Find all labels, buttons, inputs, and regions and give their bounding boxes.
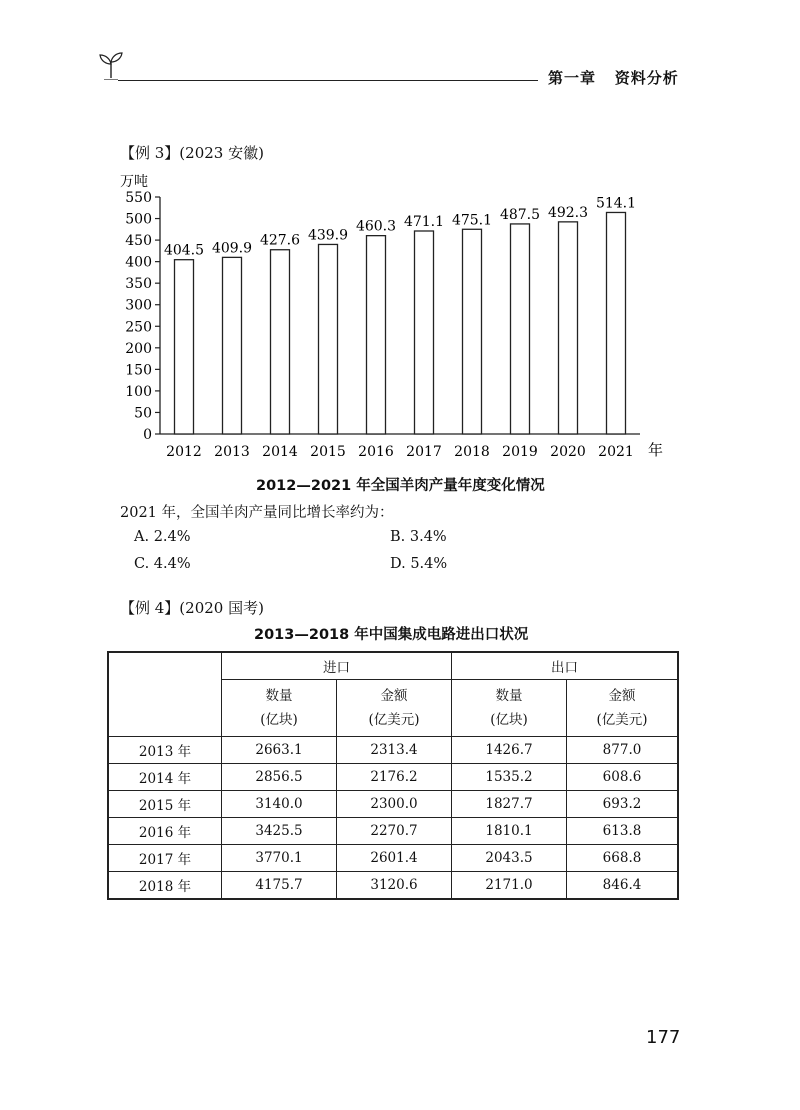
export-amt-unit: (亿美元) [596,712,648,728]
year-cell: 2015 年 [108,791,222,818]
export-amt-header [567,680,679,737]
x-tick-label: 2017 [406,444,442,460]
bar-value-label: 475.1 [451,212,493,229]
y-tick-label: 150 [125,362,152,379]
x-tick-label: 2014 [262,444,298,460]
x-tick-label: 2013 [214,444,250,460]
export-qty-unit: (亿块) [490,712,528,728]
option-b[interactable]: B. 3.4% [390,529,447,545]
bar [223,257,242,434]
x-tick-label: 2018 [454,444,490,460]
corner-cell [108,652,222,737]
example-4-label: 【例 4】(2020 国考) [120,599,264,617]
table-row [108,845,678,872]
bar [607,212,626,434]
export-qty-cell: 1426.7 [452,737,567,764]
import-amt-unit: (亿美元) [368,712,420,728]
import-amt-header [337,680,452,737]
import-group-header: 进口 [222,652,452,680]
import-amt-cell: 2176.2 [337,764,452,791]
import-qty-label: 数量 [265,688,293,704]
export-qty-cell: 1810.1 [452,818,567,845]
bar-chart [0,0,800,470]
ic-trade-table [107,651,679,900]
export-group-header: 出口 [452,652,679,680]
year-cell: 2013 年 [108,737,222,764]
x-axis-title: 年 [648,441,664,459]
bar [271,250,290,434]
import-amt-cell: 2270.7 [337,818,452,845]
import-qty-cell: 3140.0 [222,791,337,818]
option-c[interactable]: C. 4.4% [134,556,191,572]
x-tick-label: 2015 [310,444,346,460]
bar-value-label: 471.1 [403,213,445,230]
table-row [108,737,678,764]
y-tick-label: 200 [125,340,152,357]
option-a[interactable]: A. 2.4% [134,529,191,545]
bar-value-label: 427.6 [259,232,301,249]
bar [415,231,434,434]
bar [511,224,530,434]
x-tick-label: 2016 [358,444,394,460]
year-cell: 2017 年 [108,845,222,872]
bar-value-label: 409.9 [211,240,253,257]
bar [319,244,338,434]
export-qty-cell: 2043.5 [452,845,567,872]
export-amt-cell: 668.8 [567,845,679,872]
table-row [108,818,678,845]
bar-value-label: 404.5 [163,242,205,259]
y-tick-label: 250 [125,319,152,336]
chapter-label: 第一章 [548,69,597,87]
y-tick-label: 500 [125,211,152,228]
y-tick-label: 50 [134,405,152,422]
import-amt-label: 金额 [380,688,408,704]
export-qty-cell: 1827.7 [452,791,567,818]
year-cell: 2016 年 [108,818,222,845]
question-text: 2021 年，全国羊肉产量同比增长率约为： [120,505,394,521]
import-qty-cell: 3425.5 [222,818,337,845]
y-tick-label: 550 [125,190,152,206]
export-amt-cell: 846.4 [567,872,679,900]
table-row [108,791,678,818]
table-header-row [108,652,678,680]
import-amt-cell: 2313.4 [337,737,452,764]
bar [175,260,194,434]
x-tick-label: 2019 [502,444,538,460]
export-qty-cell: 1535.2 [452,764,567,791]
year-cell: 2014 年 [108,764,222,791]
table-caption: 2013—2018 年中国集成电路进出口状况 [254,627,529,643]
x-tick-label: 2012 [166,444,202,460]
bar [559,222,578,434]
option-d[interactable]: D. 5.4% [390,556,448,572]
export-amt-cell: 877.0 [567,737,679,764]
export-qty-cell: 2171.0 [452,872,567,900]
import-qty-cell: 4175.7 [222,872,337,900]
x-tick-label: 2020 [550,444,586,460]
import-qty-cell: 2856.5 [222,764,337,791]
import-qty-unit: (亿块) [260,712,298,728]
y-tick-label: 350 [125,276,152,293]
y-tick-label: 100 [125,383,152,400]
bar-value-label: 514.1 [595,195,637,212]
import-amt-cell: 2601.4 [337,845,452,872]
import-qty-header [222,680,337,737]
y-tick-label: 300 [125,297,152,314]
export-amt-cell: 613.8 [567,818,679,845]
export-amt-cell: 608.6 [567,764,679,791]
bar-value-label: 460.3 [355,218,397,235]
bar [367,236,386,434]
export-amt-cell: 693.2 [567,791,679,818]
y-tick-label: 400 [125,254,152,271]
bar-value-label: 439.9 [307,227,349,244]
import-amt-cell: 2300.0 [337,791,452,818]
table-row [108,872,678,900]
export-amt-label: 金额 [608,688,636,704]
bar [463,229,482,434]
y-tick-label: 450 [125,233,152,250]
export-qty-label: 数量 [495,688,523,704]
year-cell: 2018 年 [108,872,222,900]
x-tick-label: 2021 [598,444,634,460]
y-axis-title: 万吨 [120,174,148,190]
import-qty-cell: 3770.1 [222,845,337,872]
import-amt-cell: 3120.6 [337,872,452,900]
section-label: 资料分析 [614,69,679,87]
export-qty-header [452,680,567,737]
table-row [108,764,678,791]
bar-value-label: 492.3 [547,204,589,221]
y-tick-label: 0 [143,427,152,443]
chart-caption: 2012—2021 年全国羊肉产量年度变化情况 [256,478,545,494]
example-3-label: 【例 3】(2023 安徽) [120,144,264,162]
import-qty-cell: 2663.1 [222,737,337,764]
bar-value-label: 487.5 [499,206,541,223]
page-number: 177 [646,1027,681,1048]
